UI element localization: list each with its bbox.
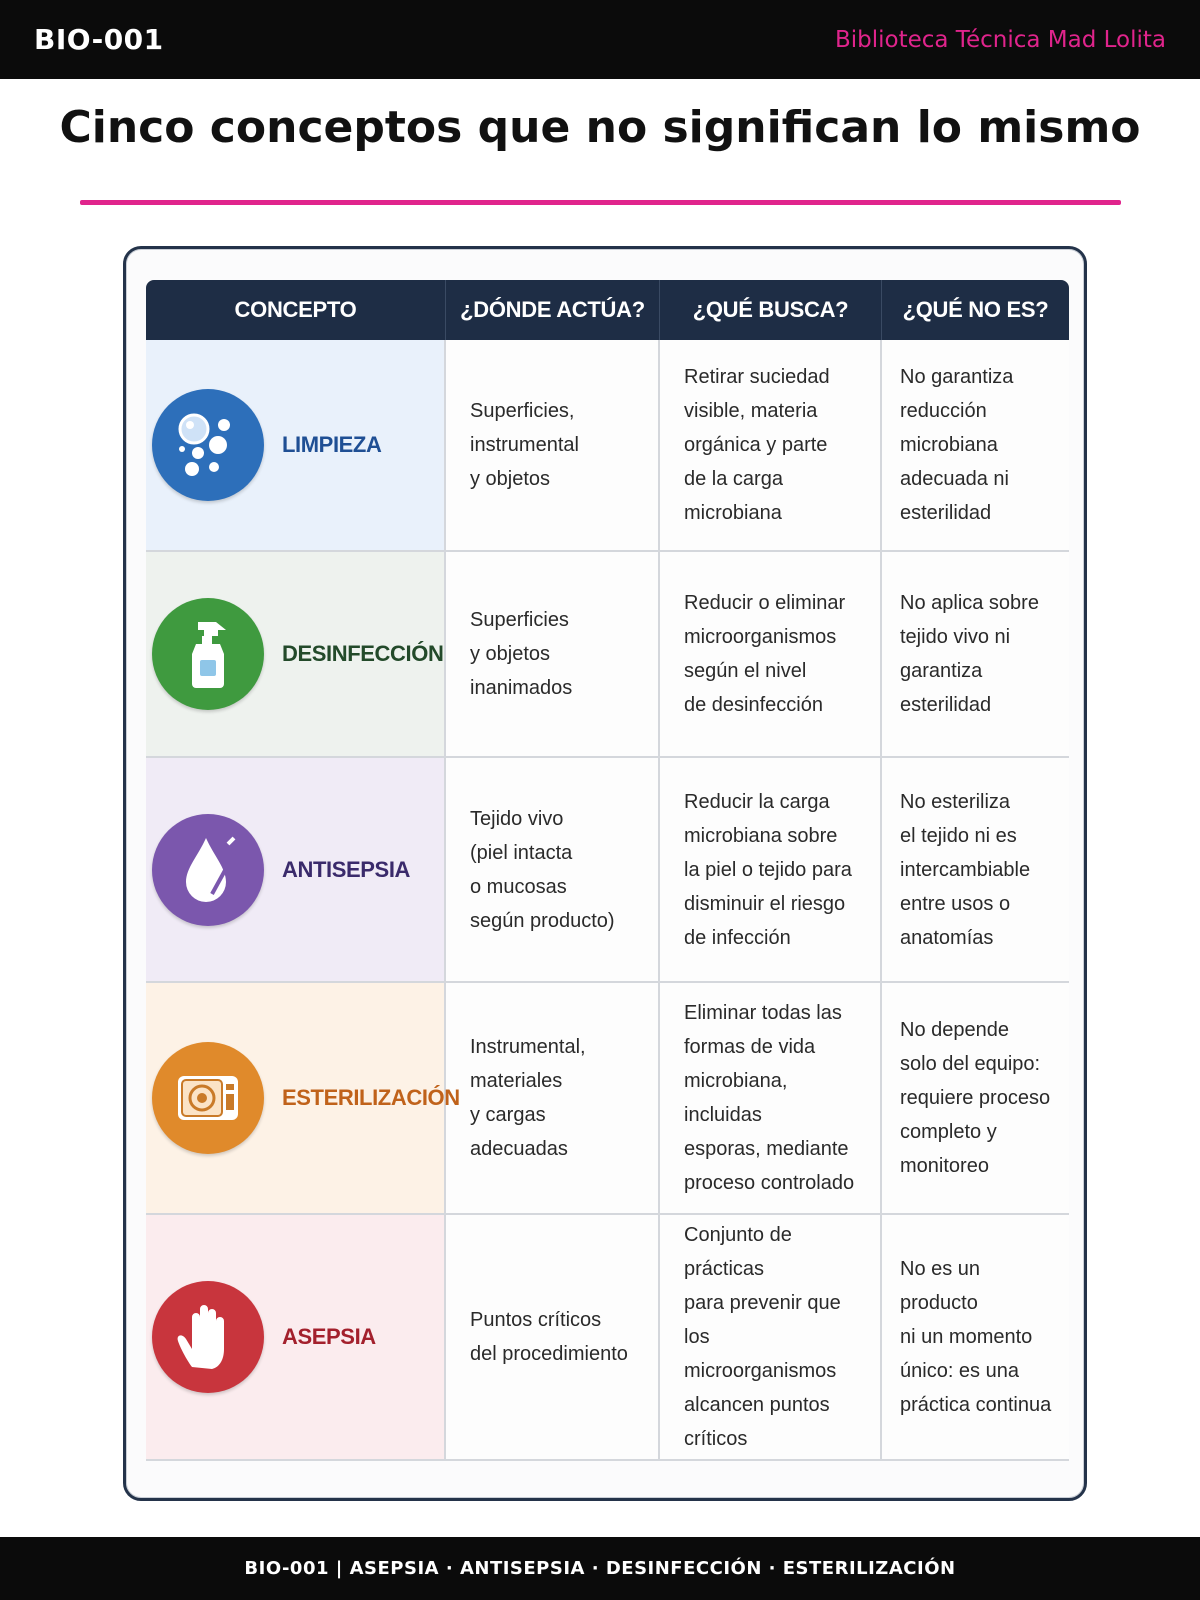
donde-cell: Superficies y objetos inanimados — [446, 552, 660, 756]
no-es-cell: No aplica sobre tejido vivo ni garantiza esterilidad — [900, 592, 1039, 716]
concept-name: ASEPSIA — [282, 1324, 376, 1349]
table-header — [146, 280, 1069, 340]
concept-name: LIMPIEZA — [282, 432, 382, 457]
busca-cell: Reducir la carga microbiana sobre la piel o tejido para disminuir el riesgo de infección — [660, 758, 882, 981]
stop-hand-icon — [152, 1281, 264, 1393]
concepts-table — [146, 280, 1069, 1461]
droplet-icon — [152, 814, 264, 926]
library-name: Biblioteca Técnica Mad Lolita — [834, 26, 1166, 53]
top-bar — [0, 0, 1200, 79]
busca-cell: Conjunto de prácticas para prevenir que los microorganismos alcancen puntos críticos — [660, 1215, 882, 1459]
no-es-cell: No garantiza reducción microbiana adecuada ni esterilidad — [900, 366, 1014, 524]
table-row-antisepsia — [146, 758, 1069, 983]
table-row-esterilizacion — [146, 983, 1069, 1215]
no-es-cell: No esteriliza el tejido ni es intercambiable entre usos o anatomías — [900, 790, 1031, 949]
donde-cell: Tejido vivo (piel intacta o mucosas según producto) — [446, 758, 660, 981]
concept-cell — [146, 340, 446, 550]
table-row-limpieza — [146, 340, 1069, 552]
concept-cell — [146, 1215, 446, 1459]
title-divider — [80, 200, 1121, 205]
concept-name: DESINFECCIÓN — [282, 641, 444, 666]
spray-bottle-icon — [152, 598, 264, 710]
busca-cell: Retirar suciedad visible, materia orgánica y parte de la carga microbiana — [660, 340, 882, 550]
concept-cell — [146, 983, 460, 1213]
no-es-cell: No depende solo del equipo: requiere proceso completo y monitoreo — [900, 1019, 1051, 1177]
concept-cell — [146, 758, 446, 981]
column-header-busca: ¿QUÉ BUSCA? — [660, 280, 882, 340]
donde-cell: Puntos críticos del procedimiento — [446, 1215, 660, 1459]
table-row-asepsia — [146, 1215, 1069, 1461]
column-header-donde: ¿DÓNDE ACTÚA? — [446, 280, 660, 340]
column-header-concepto: CONCEPTO — [146, 280, 446, 340]
busca-cell: Eliminar todas las formas de vida microbiana, incluidas esporas, mediante proceso controlado — [660, 983, 882, 1213]
table-row-desinfeccion — [146, 552, 1069, 758]
concept-name: ANTISEPSIA — [282, 856, 411, 882]
concept-name: ESTERILIZACIÓN — [282, 1085, 460, 1110]
document-code: BIO-001 — [34, 23, 164, 56]
footer-bar: BIO-001 | ASEPSIA · ANTISEPSIA · DESINFECCIÓN · ESTERILIZACIÓN — [0, 1537, 1200, 1600]
donde-cell: Instrumental, materiales y cargas adecuadas — [446, 983, 660, 1213]
donde-cell: Superficies, instrumental y objetos — [446, 340, 660, 550]
column-header-no-es: ¿QUÉ NO ES? — [902, 297, 1049, 322]
bubbles-icon — [152, 389, 264, 501]
page-title: Cinco conceptos que no significan lo mismo — [59, 102, 1141, 153]
busca-cell: Reducir o eliminar microorganismos según el nivel de desinfección — [660, 552, 882, 756]
autoclave-icon — [152, 1042, 264, 1154]
no-es-cell: No es un producto ni un momento único: es una práctica continua — [900, 1258, 1052, 1416]
concept-cell — [146, 552, 446, 756]
